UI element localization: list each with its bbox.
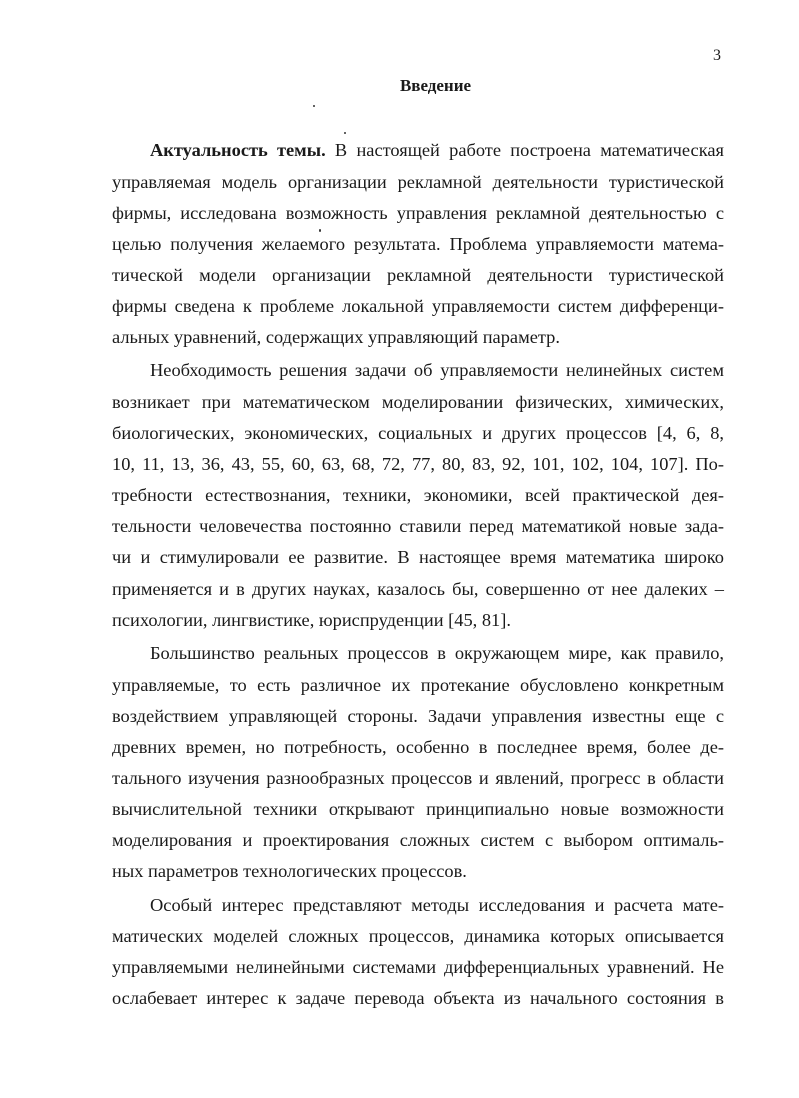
text-line: тального изучения разнообразных процессов и явлений, прогресс в области [112, 768, 724, 788]
text-line: Большинство реальных процессов в окружающем мире, как правило, [150, 643, 724, 663]
scan-speck [344, 132, 346, 134]
topic-relevance-label: Актуальность темы. [150, 140, 326, 160]
text-line: Актуальность темы. В настоящей работе построена математическая [150, 140, 724, 160]
text-line: управляемые, то есть различное их протекание обусловлено конкретным [112, 675, 724, 695]
text-line: альных уравнений, содержащих управляющий параметр. [112, 327, 560, 347]
text-line: управляемая модель организации рекламной деятельности туристической [112, 172, 724, 192]
text-line: психологии, лингвистике, юриспруденции [45, 81]. [112, 610, 511, 630]
text-line: целью получения желаемого результата. Проблема управляемости матема- [112, 234, 724, 254]
text-line: ослабевает интерес к задаче перевода объекта из начального состояния в [112, 988, 724, 1008]
text-line: фирмы, исследована возможность управления рекламной деятельностью с [112, 203, 724, 223]
text-line: тической модели организации рекламной деятельности туристической [112, 265, 724, 285]
page-number: 3 [713, 47, 721, 64]
text-line: фирмы сведена к проблеме локальной управляемости систем дифференци- [112, 296, 724, 316]
text-line: требности естествознания, техники, экономики, всей практической дея- [112, 485, 724, 505]
text-line: моделирования и проектирования сложных систем с выбором оптималь- [112, 830, 724, 850]
text-line: возникает при математическом моделировании физических, химических, [112, 392, 724, 412]
text-line: Необходимость решения задачи об управляемости нелинейных систем [150, 360, 724, 380]
text-line: 10, 11, 13, 36, 43, 55, 60, 63, 68, 72, 77, 80, 83, 92, 101, 102, 104, 107]. По- [112, 454, 724, 474]
text-line: ных параметров технологических процессов. [112, 861, 467, 881]
section-heading: Введение [399, 76, 472, 95]
text-line: чи и стимулировали ее развитие. В настоящее время математика широко [112, 547, 724, 567]
text-line: тельности человечества постоянно ставили перед математикой новые зада- [112, 516, 724, 536]
text-line: матических моделей сложных процессов, динамика которых описывается [112, 926, 724, 946]
text-line: управляемыми нелинейными системами дифференциальных уравнений. Не [112, 957, 724, 977]
text-line: применяется и в других науках, казалось бы, совершенно от нее далеких – [112, 579, 724, 599]
scan-speck [313, 105, 315, 107]
text-line: биологических, экономических, социальных и других процессов [4, 6, 8, [112, 423, 724, 443]
text-line: воздействием управляющей стороны. Задачи управления известны еще с [112, 706, 724, 726]
text-line: древних времен, но потребность, особенно в последнее время, более де- [112, 737, 724, 757]
text-line: вычислительной техники открывают принципиально новые возможности [112, 799, 724, 819]
text-line: Особый интерес представляют методы исследования и расчета мате- [150, 895, 724, 915]
